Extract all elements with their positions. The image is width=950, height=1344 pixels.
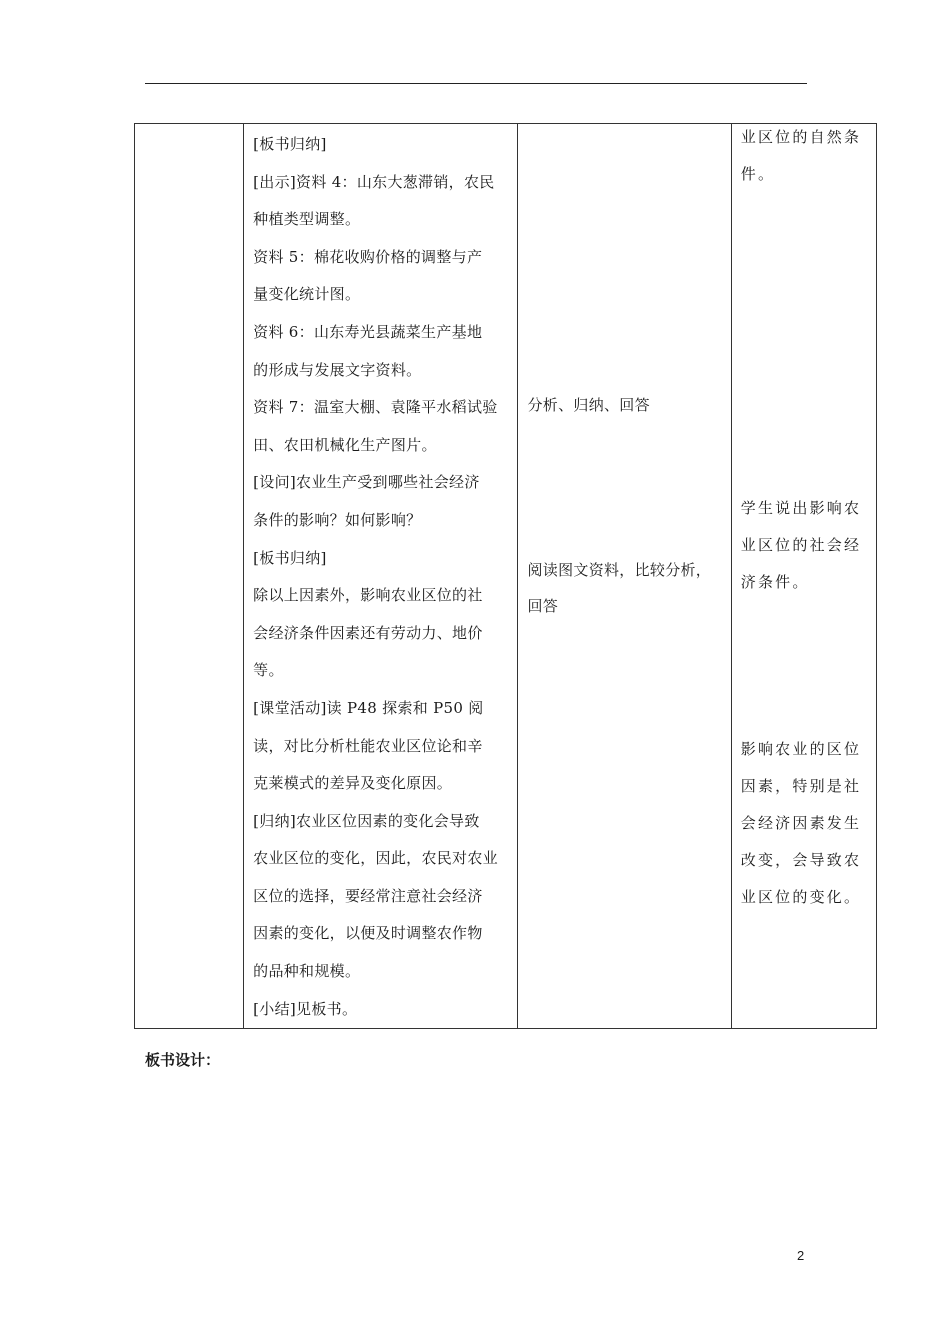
header-rule (145, 83, 807, 84)
text-line: [出示]资料 4：山东大葱滞销，农民 (253, 172, 495, 191)
text-line: 资料 6：山东寿光县蔬菜生产基地 (253, 322, 483, 341)
text-line: 件。 (740, 165, 776, 183)
text-line: 除以上因素外，影响农业区位的社 (253, 586, 483, 605)
text-line: [板书归纳] (253, 135, 327, 153)
text-line: 区位的选择，要经常注意社会经济 (253, 886, 483, 905)
design-intent-cell (731, 124, 876, 1029)
text-line: 回答 (527, 597, 559, 615)
text-line: 等。 (253, 661, 284, 680)
text-line: 读，对比分析杜能农业区位论和辛 (253, 736, 483, 755)
text-line: [设问]农业生产受到哪些社会经济 (253, 473, 480, 492)
text-line: [归纳]农业区位因素的变化会导致 (253, 811, 480, 830)
text-line: [板书归纳] (253, 548, 327, 567)
text-line: 会经济因素发生 (740, 814, 862, 832)
text-line: 会经济条件因素还有劳动力、地价 (253, 623, 483, 642)
text-line: 业区位的变化。 (740, 888, 862, 906)
text-line: 农业区位的变化，因此，农民对农业 (253, 849, 498, 868)
design-intent-block (741, 119, 873, 193)
text-line: 分析、归纳、回答 (527, 396, 650, 414)
student-activity-block (528, 387, 724, 423)
page-number: 2 (797, 1248, 805, 1263)
text-line: 田、农田机械化生产图片。 (253, 435, 437, 454)
design-intent-block (741, 731, 873, 916)
text-line: 阅读图文资料，比较分析， (527, 561, 712, 579)
text-line: 资料 5：棉花收购价格的调整与产 (253, 247, 483, 266)
design-intent-block (741, 490, 873, 601)
stage-cell (135, 124, 244, 1029)
text-line: 条件的影响？如何影响？ (253, 510, 422, 529)
text-line: 克莱模式的差异及变化原因。 (253, 774, 453, 793)
board-design-title: 板书设计： (145, 1051, 221, 1069)
student-activity-block (528, 552, 724, 624)
lesson-plan-table (134, 123, 877, 1029)
text-line: 改变，会导致农 (740, 851, 862, 869)
text-line: [课堂活动]读 P48 探索和 P50 阅 (253, 698, 484, 717)
text-line: 的形成与发展文字资料。 (253, 360, 422, 379)
text-line: 业区位的自然条 (740, 128, 862, 146)
text-line: 业区位的社会经 (740, 536, 862, 554)
text-line: 学生说出影响农 (740, 499, 862, 517)
text-line: 的品种和规模。 (253, 962, 361, 981)
text-line: 量变化统计图。 (253, 285, 361, 304)
table-row (135, 124, 877, 1029)
text-line: 济条件。 (740, 573, 810, 591)
text-line: 资料 7：温室大棚、袁隆平水稻试验 (253, 398, 498, 417)
text-line: 因素，特别是社 (740, 777, 862, 795)
text-line: 影响农业的区位 (740, 740, 862, 758)
text-line: [小结]见板书。 (253, 999, 358, 1018)
text-line: 种植类型调整。 (253, 210, 361, 229)
student-activity-cell (517, 124, 731, 1029)
text-line: 因素的变化，以便及时调整农作物 (253, 924, 483, 943)
teacher-activity-cell (244, 124, 517, 1029)
